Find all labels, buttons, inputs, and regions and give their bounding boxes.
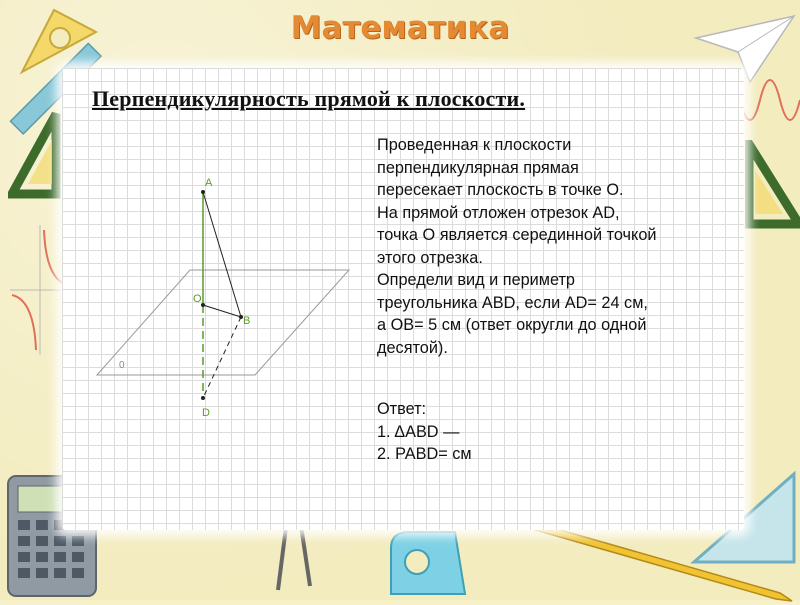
problem-line: перпендикулярная прямая <box>377 158 579 177</box>
problem-line: точка О является серединной точкой <box>377 226 657 244</box>
point-D <box>201 396 205 400</box>
triangle-ruler-right-icon <box>745 140 800 230</box>
segment-AB <box>203 192 241 317</box>
problem-line: десятой). <box>377 338 448 357</box>
label-B: B <box>243 315 251 327</box>
slide-heading: Перпендикулярность прямой к плоскости. <box>92 86 526 111</box>
label-D: D <box>202 407 210 419</box>
problem-line: пересекает плоскость в точке О. <box>377 181 624 199</box>
problem-line: Определи вид и периметр <box>377 271 575 289</box>
label-A: A <box>205 177 213 189</box>
geometry-diagram <box>95 172 355 422</box>
label-O: O <box>193 293 202 305</box>
app-title: Математика <box>290 10 510 46</box>
problem-line: Проведенная к плоскости <box>377 136 572 154</box>
answer-title: Ответ: <box>377 400 427 418</box>
point-O <box>201 303 205 307</box>
problem-line: На прямой отложен отрезок AD, <box>377 203 620 222</box>
plane-parallelogram <box>97 270 349 375</box>
segment-OB <box>203 305 241 317</box>
problem-line: а OB= 5 см (ответ округли до одной <box>377 316 647 334</box>
triangle-ruler-left-icon <box>8 110 68 200</box>
problem-line: треугольника ABD, если AD= 24 см, <box>377 293 648 312</box>
hyperbola-graph-icon <box>10 225 70 355</box>
plane-label: 0 <box>119 360 125 371</box>
answer-block <box>377 398 472 466</box>
problem-line: этого отрезка. <box>377 248 483 267</box>
point-A <box>201 190 205 194</box>
answer-line: 2. PABD= см <box>377 445 472 463</box>
protractor-bottom-icon <box>385 528 475 598</box>
answer-line: 1. ΔABD — <box>377 422 460 441</box>
problem-text <box>377 134 737 359</box>
segment-BD <box>203 317 241 398</box>
